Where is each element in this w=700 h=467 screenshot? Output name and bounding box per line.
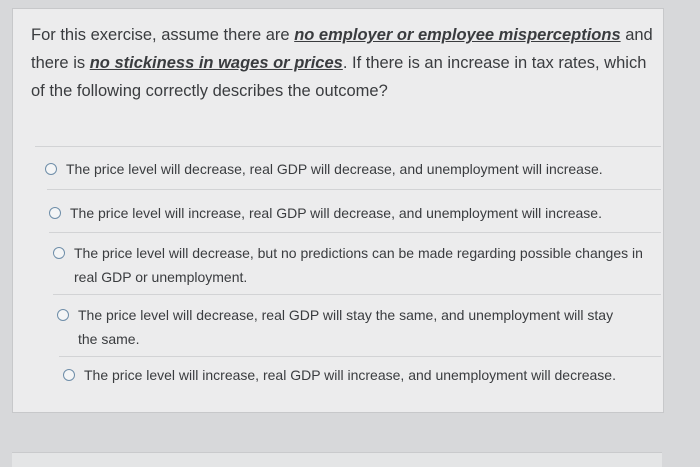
answer-option-1[interactable]: [45, 157, 645, 181]
radio-button-icon[interactable]: [45, 163, 57, 175]
next-panel-edge: [12, 452, 662, 467]
answer-option-5[interactable]: [63, 363, 653, 387]
answer-option-label: The price level will decrease, real GDP will stay the same, and unemployment will stay the same.: [78, 307, 614, 347]
question-emphasis-stickiness: no stickiness in wages or prices: [89, 54, 343, 72]
radio-button-icon[interactable]: [49, 207, 61, 219]
answer-option-3[interactable]: [53, 241, 643, 289]
question-part-3: . If there is an increase in tax rates, which of the following correctly describes the outcome?: [31, 54, 647, 100]
question-emphasis-misperceptions: no employer or employee misperceptions: [294, 26, 621, 44]
divider: [35, 146, 661, 147]
question-part-2: and there is: [31, 26, 653, 72]
answer-option-label: The price level will increase, real GDP will decrease, and unemployment will increase.: [70, 205, 602, 221]
question-part-1: For this exercise, assume there are: [31, 26, 295, 44]
radio-button-icon[interactable]: [53, 247, 65, 259]
answer-option-label: The price level will decrease, but no predictions can be made regarding possible changes in real GDP or unemployment.: [74, 245, 643, 285]
divider: [47, 189, 661, 190]
question-card: [12, 8, 664, 413]
answer-option-2[interactable]: [49, 201, 649, 225]
radio-button-icon[interactable]: [63, 369, 75, 381]
answer-option-4[interactable]: [57, 303, 627, 351]
divider: [53, 294, 661, 295]
radio-button-icon[interactable]: [57, 309, 69, 321]
answer-option-label: The price level will decrease, real GDP will decrease, and unemployment will increase.: [66, 161, 603, 177]
answer-option-label: The price level will increase, real GDP will increase, and unemployment will decrease.: [84, 367, 616, 383]
divider: [49, 232, 661, 233]
divider: [59, 356, 661, 357]
question-text: [31, 21, 661, 105]
